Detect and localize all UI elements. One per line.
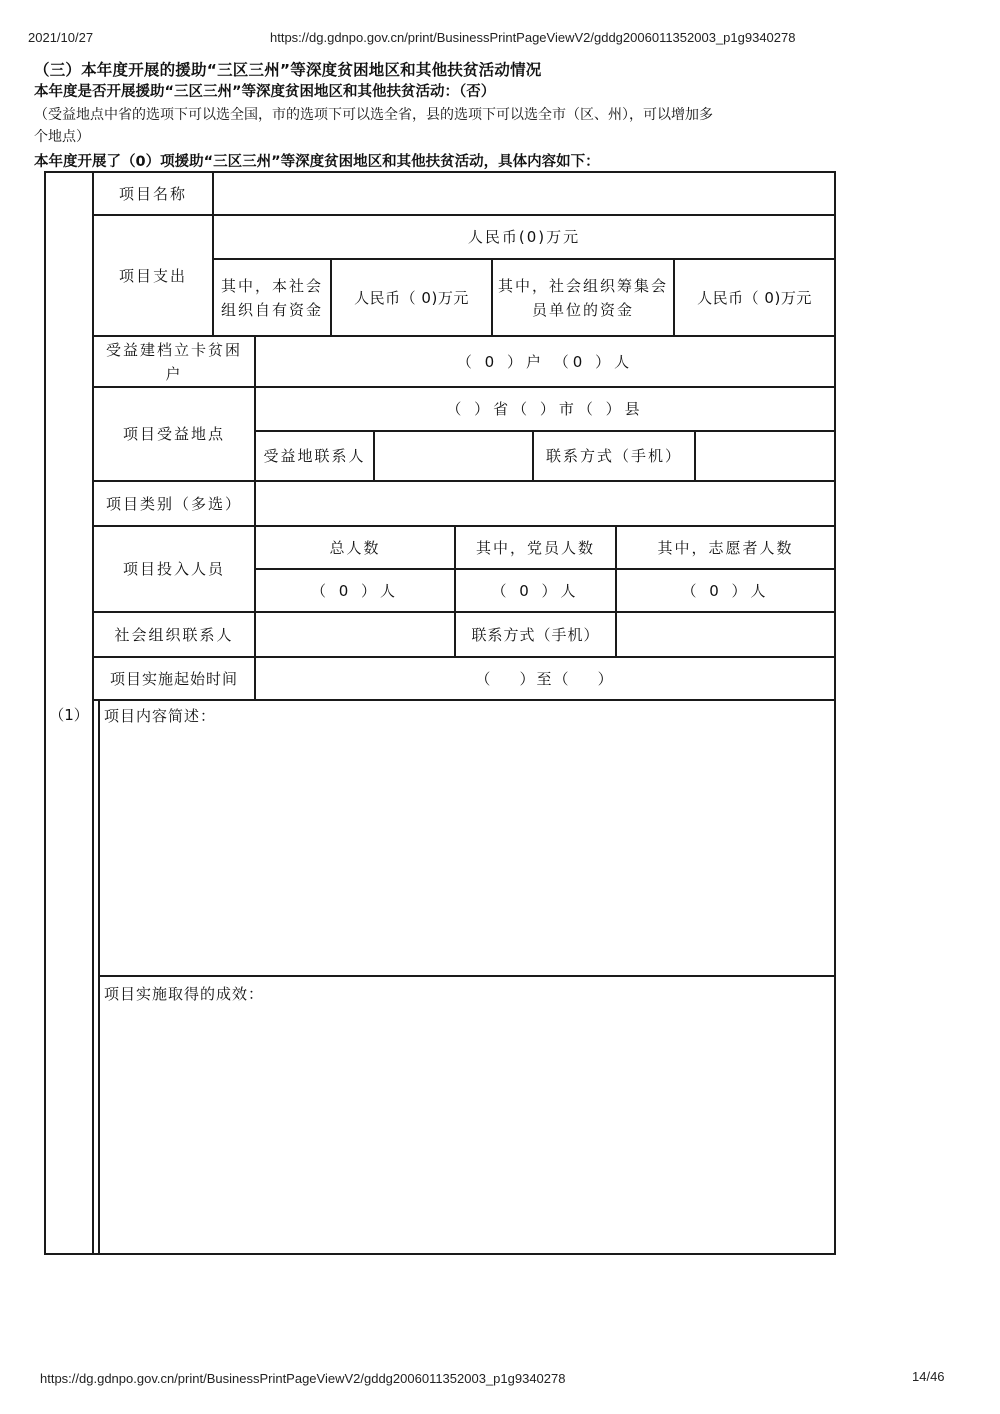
staff-volunteer-value: （ 0 ）人 [681,581,770,600]
project-name-field[interactable] [214,173,834,214]
footer-url: https://dg.gdnpo.gov.cn/print/BusinessPrintPageViewV2/gddg2006011352003_p1g9340278 [40,1371,566,1386]
project-name-label: 项目名称 [118,184,187,203]
staff-total-value: （ 0 ）人 [310,581,400,600]
results-label: 项目实施取得的成效： [104,985,265,1003]
org-contact-field[interactable] [256,613,454,656]
self-funds-value: 人民币（ 0)万元 [354,288,469,307]
staff-volunteer-header: 其中，志愿者人数 [657,538,794,557]
location-phone-label: 联系方式（手机） [545,447,682,465]
org-contact-label: 社会组织联系人 [114,625,234,644]
staff-total-header: 总人数 [329,538,381,557]
page-number: 14/46 [912,1369,945,1384]
org-phone-label: 联系方式（手机） [471,625,600,644]
print-date: 2021/10/27 [28,30,94,45]
beneficiary-value: （ 0 ）户 （0 ）人 [456,352,634,371]
section-title: （三）本年度开展的援助“三区三州”等深度贫困地区和其他扶贫活动情况 [34,61,542,79]
category-label: 项目类别（多选） [105,494,242,513]
staff-label: 项目投入人员 [122,560,225,578]
location-contact-field[interactable] [375,432,532,480]
beneficiary-label: 受益建档立卡贫困户 [105,340,242,383]
period-label: 项目实施起始时间 [109,669,238,688]
member-funds-value: 人民币（ 0)万元 [697,288,812,307]
description-field[interactable] [100,730,834,974]
description-label: 项目内容简述： [104,707,217,725]
member-funds-label: 其中，社会组织筹集会员单位的资金 [497,276,668,319]
print-url: https://dg.gdnpo.gov.cn/print/BusinessPrintPageViewV2/gddg2006011352003_p1g9340278 [270,30,796,45]
staff-party-value: （ 0 ）人 [491,581,580,600]
expense-total: 人民币(0)万元 [467,228,581,246]
activity-count-line: 本年度开展了（0）项援助“三区三州”等深度贫困地区和其他扶贫活动，具体内容如下： [34,154,600,170]
location-label: 项目受益地点 [122,425,225,443]
location-phone-field[interactable] [696,432,834,480]
location-contact-label: 受益地联系人 [263,447,366,465]
expense-label: 项目支出 [118,267,187,285]
category-field[interactable] [256,482,834,525]
results-field[interactable] [100,1008,834,1252]
location-note-line1: （受益地点中省的选项下可以选全国，市的选项下可以选全省，县的选项下可以选全市（区、州），可以增加多 [34,107,713,123]
row-index: （1） [49,706,89,724]
location-value: （ ）省（ ）市（ ）县 [446,400,644,418]
self-funds-label: 其中，本社会组织自有资金 [220,276,323,319]
period-value: （ ）至（ ） [475,669,615,688]
location-note-line2: 个地点） [34,129,90,145]
activity-question: 本年度是否开展援助“三区三州”等深度贫困地区和其他扶贫活动：（否） [34,84,496,100]
org-phone-field[interactable] [617,613,834,656]
staff-party-header: 其中，党员人数 [475,538,595,557]
